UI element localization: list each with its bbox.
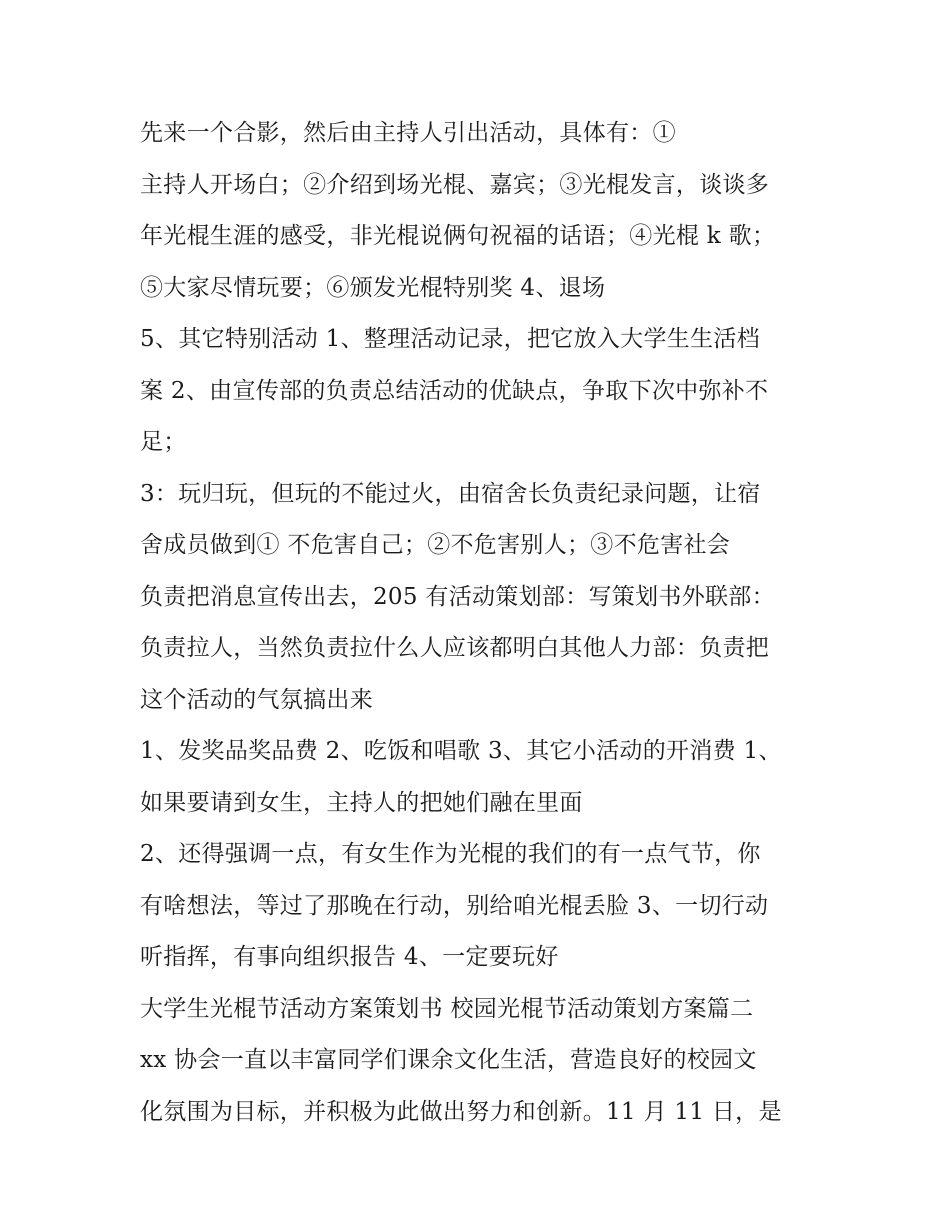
text-line: 有啥想法，等过了那晚在行动，别给咱光棍丢脸 3、一切行动 xyxy=(140,892,769,919)
text-line: 主持人开场白；②介绍到场光棍、嘉宾；③光棍发言，谈谈多 xyxy=(140,171,770,198)
text-line: 化氛围为目标，并积极为此做出努力和创新。11 月 11 日，是 xyxy=(140,1098,782,1125)
text-line: 听指挥，有事向组织报告 4、一定要玩好 xyxy=(140,944,559,970)
text-line: 先来一个合影，然后由主持人引出活动，具体有：① xyxy=(140,120,676,146)
text-line: 大学生光棍节活动方案策划书 校园光棍节活动策划方案篇二 xyxy=(140,995,754,1022)
text-line: xx 协会一直以丰富同学们课余文化生活，营造良好的校园文 xyxy=(140,1047,757,1073)
text-line: 如果要请到女生，主持人的把她们融在里面 xyxy=(140,789,583,816)
text-line: 3：玩归玩，但玩的不能过火，由宿舍长负责纪录问题，让宿 xyxy=(140,480,761,507)
text-line: 舍成员做到① 不危害自己；②不危害别人；③不危害社会 xyxy=(140,532,731,558)
text-line: 这个活动的气氛搞出来 xyxy=(140,686,373,713)
text-line: 足； xyxy=(140,429,187,455)
text-line: 案 2、由宣传部的负责总结活动的优缺点，争取下次中弥补不 xyxy=(140,377,769,404)
text-line: 负责把消息宣传出去，205 有活动策划部：写策划书外联部： xyxy=(140,583,775,610)
text-line: 年光棍生涯的感受，非光棍说俩句祝福的话语；④光棍 k 歌； xyxy=(140,223,776,249)
text-line: 1、发奖品奖品费 2、吃饭和唱歌 3、其它小活动的开消费 1、 xyxy=(140,738,782,764)
document-body xyxy=(140,108,820,1138)
text-line: 负责拉人，当然负责拉什么人应该都明白其他人力部：负责把 xyxy=(140,635,770,661)
text-line: 5、其它特别活动 1、整理活动记录，把它放入大学生生活档 xyxy=(140,326,760,352)
text-line: ⑤大家尽情玩要；⑥颁发光棍特别奖 4、退场 xyxy=(140,274,606,301)
text-line: 2、还得强调一点，有女生作为光棍的我们的有一点气节，你 xyxy=(140,841,761,867)
